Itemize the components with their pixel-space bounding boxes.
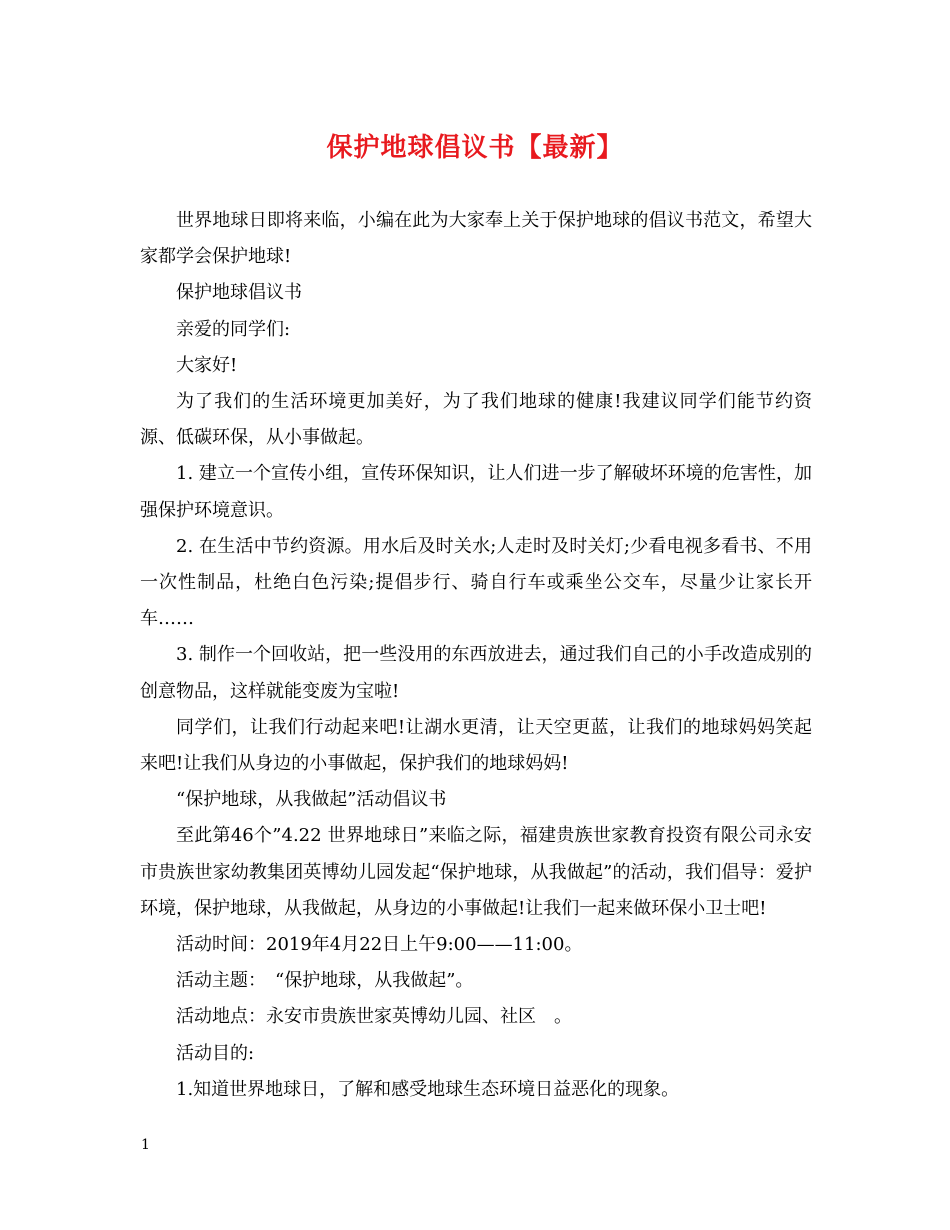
paragraph-greeting: 大家好! bbox=[176, 354, 238, 376]
paragraph-event-theme: 活动主题： “保护地球，从我做起”。 bbox=[176, 970, 474, 992]
paragraph-heading: 保护地球倡议书 bbox=[176, 282, 302, 304]
paragraph-event-time: 活动时间：2019年4月22日上午9:00——11:00。 bbox=[176, 934, 583, 956]
paragraph-intro: 世界地球日即将来临，小编在此为大家奉上关于保护地球的倡议书范文，希望大家都学会保护地球! bbox=[140, 210, 812, 268]
paragraph-event-location: 活动地点：永安市贵族世家英博幼儿园、社区 。 bbox=[176, 1006, 572, 1028]
paragraph-purpose: 为了我们的生活环境更加美好，为了我们地球的健康!我建议同学们能节约资源、低碳环保，从小事做起。 bbox=[140, 391, 812, 449]
page-number: 1 bbox=[141, 1137, 150, 1153]
document-body bbox=[140, 203, 812, 1108]
paragraph-item-1: 1. 建立一个宣传小组，宣传环保知识，让人们进一步了解破坏环境的危害性，加强保护环境意识。 bbox=[140, 463, 812, 521]
paragraph-event-goal-heading: 活动目的: bbox=[176, 1042, 255, 1064]
paragraph-event-goal-1: 1.知道世界地球日，了解和感受地球生态环境日益恶化的现象。 bbox=[176, 1078, 680, 1100]
paragraph-item-2: 2. 在生活中节约资源。用水后及时关水;人走时及时关灯;少看电视多看书、不用一次性制品，杜绝白色污染;提倡步行、骑自行车或乘坐公交车，尽量少让家长开车…… bbox=[140, 535, 812, 630]
paragraph-item-3: 3. 制作一个回收站，把一些没用的东西放进去，通过我们自己的小手改造成别的创意物品，这样就能变废为宝啦! bbox=[140, 644, 812, 702]
paragraph-subtitle: “保护地球，从我做起”活动倡议书 bbox=[176, 789, 447, 811]
paragraph-call-to-action: 同学们，让我们行动起来吧!让湖水更清，让天空更蓝，让我们的地球妈妈笑起来吧!让我们从身边的小事做起，保护我们的地球妈妈! bbox=[140, 716, 812, 775]
document-title: 保护地球倡议书【最新】 bbox=[326, 133, 624, 163]
paragraph-event-intro: 至此第46个”4.22 世界地球日”来临之际，福建贵族世家教育投资有限公司永安市贵族世家幼教集团英博幼儿园发起“保护地球，从我做起”的活动，我们倡导：爱护环境，保护地球，从我做起，从身边的小事做起!让我们一起来做环保小卫士吧! bbox=[140, 825, 812, 919]
paragraph-salutation: 亲爱的同学们: bbox=[176, 318, 291, 340]
